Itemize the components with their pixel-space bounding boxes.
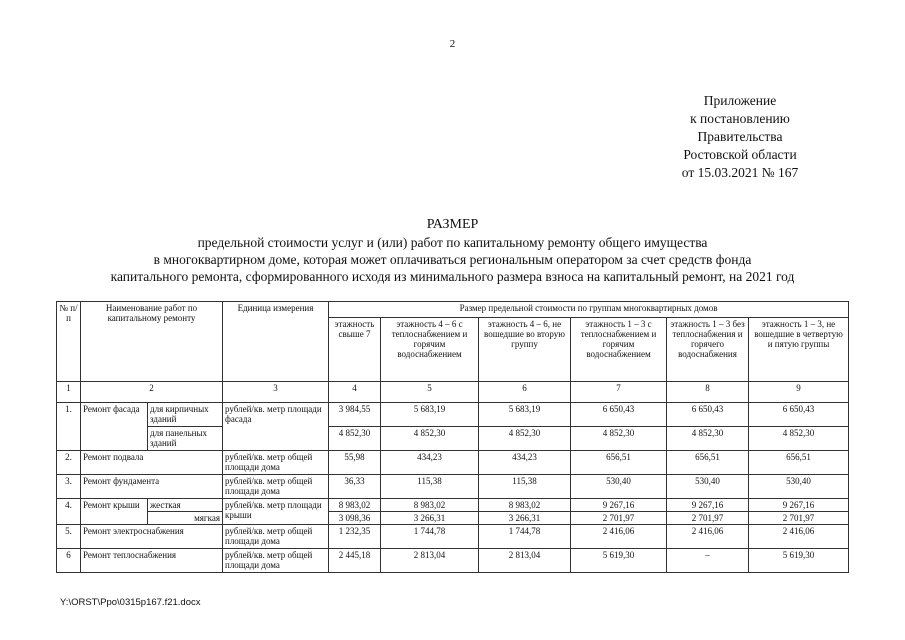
- value-cell: 2 813,04: [381, 549, 479, 573]
- header-col: этажность 1 – 3 с теплоснабжением и горячим водоснабжением: [571, 318, 667, 382]
- unit: рублей/кв. метр площади фасада: [223, 403, 329, 451]
- row-number: 3.: [57, 475, 81, 499]
- value-cell: 530,40: [667, 475, 749, 499]
- value-cell: 1 232,35: [329, 525, 381, 549]
- work-name: Ремонт фундамента: [81, 475, 223, 499]
- header-col: этажность 1 – 3 без теплоснабжения и горячего водоснабжения: [667, 318, 749, 382]
- value-cell: 2 701,97: [571, 512, 667, 525]
- work-subtype: мягкая: [148, 512, 223, 525]
- unit: рублей/кв. метр общей площади дома: [223, 451, 329, 475]
- value-cell: 8 983,02: [479, 499, 571, 512]
- work-name: Ремонт крыши: [81, 499, 148, 525]
- work-subtype: для панельных зданий: [148, 427, 223, 451]
- value-cell: –: [667, 549, 749, 573]
- table-row: [57, 427, 849, 451]
- row-number: 4.: [57, 499, 81, 525]
- header-col: этажность свыше 7: [329, 318, 381, 382]
- appendix-block: [640, 92, 840, 182]
- subtitle-line: капитального ремонта, сформированного исходя из минимального размера взноса на капитальный ремонт, на 2021 год: [110, 269, 795, 284]
- appendix-line: от 15.03.2021 № 167: [681, 165, 799, 180]
- appendix-line: Ростовской области: [683, 147, 797, 162]
- unit: рублей/кв. метр общей площади дома: [223, 549, 329, 573]
- table-row: [57, 451, 849, 475]
- row-number: 5.: [57, 525, 81, 549]
- table-row: [57, 403, 849, 427]
- appendix-line: Приложение: [703, 93, 777, 108]
- cost-table: [56, 301, 849, 573]
- appendix-line: Правительства: [697, 129, 783, 144]
- value-cell: 4 852,30: [571, 427, 667, 451]
- value-cell: 5 683,19: [381, 403, 479, 427]
- work-subtype: жесткая: [148, 499, 223, 512]
- work-name: Ремонт теплоснабжения: [81, 549, 223, 573]
- value-cell: 8 983,02: [329, 499, 381, 512]
- value-cell: 9 267,16: [749, 499, 849, 512]
- col-number: 1: [57, 382, 81, 403]
- value-cell: 3 266,31: [381, 512, 479, 525]
- subtitle-line: в многоквартирном доме, которая может оплачиваться региональным оператором за счет средств фонда: [153, 252, 752, 267]
- value-cell: 3 266,31: [479, 512, 571, 525]
- subtitle-line: предельной стоимости услуг и (или) работ по капитальному ремонту общего имущества: [197, 235, 708, 250]
- value-cell: 4 852,30: [381, 427, 479, 451]
- value-cell: 9 267,16: [571, 499, 667, 512]
- col-number: 4: [329, 382, 381, 403]
- header-number: № п/п: [57, 302, 81, 382]
- value-cell: 2 445,18: [329, 549, 381, 573]
- unit: рублей/кв. метр общей площади дома: [223, 475, 329, 499]
- page-number: 2: [449, 38, 456, 50]
- col-number: 9: [749, 382, 849, 403]
- value-cell: 656,51: [749, 451, 849, 475]
- value-cell: 5 683,19: [479, 403, 571, 427]
- value-cell: 6 650,43: [749, 403, 849, 427]
- value-cell: 4 852,30: [479, 427, 571, 451]
- value-cell: 115,38: [479, 475, 571, 499]
- value-cell: 1 744,78: [381, 525, 479, 549]
- table-row: [57, 525, 849, 549]
- table-row: [57, 549, 849, 573]
- header-work-name: Наименование работ по капитальному ремонту: [81, 302, 223, 382]
- work-subtype: для кирпичных зданий: [148, 403, 223, 427]
- row-number: 6: [57, 549, 81, 573]
- unit: рублей/кв. метр общей площади дома: [223, 525, 329, 549]
- value-cell: 3 098,36: [329, 512, 381, 525]
- value-cell: 656,51: [571, 451, 667, 475]
- value-cell: 36,33: [329, 475, 381, 499]
- document-subtitle: [40, 234, 865, 285]
- appendix-line: к постановлению: [690, 111, 790, 126]
- value-cell: 6 650,43: [667, 403, 749, 427]
- value-cell: 530,40: [571, 475, 667, 499]
- row-number: 1.: [57, 403, 81, 451]
- value-cell: 2 416,06: [571, 525, 667, 549]
- value-cell: 656,51: [667, 451, 749, 475]
- work-name: Ремонт подвала: [81, 451, 223, 475]
- header-col: этажность 4 – 6, не вошедшие во вторую группу: [479, 318, 571, 382]
- header-col: этажность 1 – 3, не вошедшие в четвертую и пятую группы: [749, 318, 849, 382]
- table-row: [57, 499, 849, 512]
- table-row: [57, 475, 849, 499]
- value-cell: 9 267,16: [667, 499, 749, 512]
- value-cell: 115,38: [381, 475, 479, 499]
- table-row: [57, 512, 849, 525]
- value-cell: 5 619,30: [571, 549, 667, 573]
- value-cell: 2 416,06: [749, 525, 849, 549]
- value-cell: 5 619,30: [749, 549, 849, 573]
- unit: рублей/кв. метр площади крыши: [223, 499, 329, 525]
- value-cell: 4 852,30: [329, 427, 381, 451]
- header-group: Размер предельной стоимости по группам многоквартирных домов: [329, 302, 849, 318]
- value-cell: 434,23: [381, 451, 479, 475]
- value-cell: 1 744,78: [479, 525, 571, 549]
- value-cell: 2 416,06: [667, 525, 749, 549]
- col-number: 8: [667, 382, 749, 403]
- header-col: этажность 4 – 6 с теплоснабжением и горячим водоснабжением: [381, 318, 479, 382]
- footer-file-path: Y:\ORST\Ppo\0315p167.f21.docx: [60, 597, 201, 608]
- value-cell: 55,98: [329, 451, 381, 475]
- row-number: 2.: [57, 451, 81, 475]
- value-cell: 2 701,97: [749, 512, 849, 525]
- document-title: РАЗМЕР: [426, 217, 479, 232]
- value-cell: 434,23: [479, 451, 571, 475]
- column-number-row: [57, 382, 849, 403]
- value-cell: 530,40: [749, 475, 849, 499]
- col-number: 7: [571, 382, 667, 403]
- value-cell: 3 984,55: [329, 403, 381, 427]
- value-cell: 6 650,43: [571, 403, 667, 427]
- value-cell: 4 852,30: [667, 427, 749, 451]
- value-cell: 4 852,30: [749, 427, 849, 451]
- col-number: 6: [479, 382, 571, 403]
- col-number: 5: [381, 382, 479, 403]
- work-name: Ремонт электроснабжения: [81, 525, 223, 549]
- value-cell: 8 983,02: [381, 499, 479, 512]
- work-name: Ремонт фасада: [81, 403, 148, 451]
- value-cell: 2 701,97: [667, 512, 749, 525]
- value-cell: 2 813,04: [479, 549, 571, 573]
- col-number: 3: [223, 382, 329, 403]
- col-number: 2: [81, 382, 223, 403]
- header-unit: Единица измерения: [223, 302, 329, 382]
